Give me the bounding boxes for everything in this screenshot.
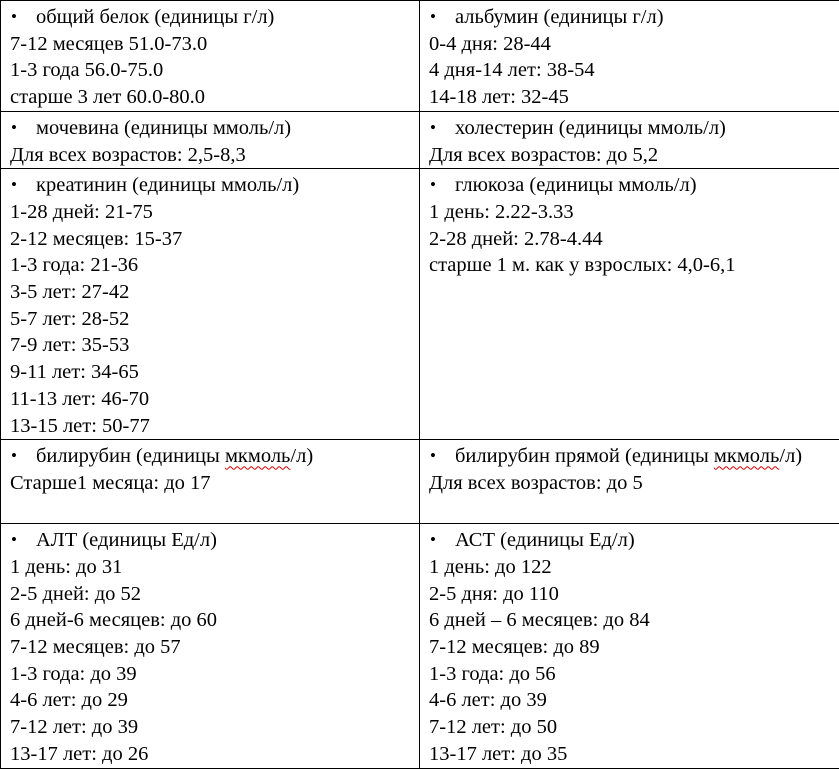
heading-text-end: /л): [779, 445, 802, 467]
value-line: 7-12 месяцев: до 57: [10, 634, 411, 661]
bullet-icon: •: [430, 443, 436, 470]
bullet-icon: •: [11, 115, 17, 142]
heading-text: креатинин (единицы ммоль/л): [36, 174, 299, 196]
value-line: Для всех возрастов: до 5,2: [429, 142, 831, 169]
value-line: 4-6 лет: до 39: [429, 687, 831, 714]
table-row: [1, 169, 839, 440]
value-line: 1-3 года: до 56: [429, 661, 831, 688]
table-row: [1, 1, 839, 112]
heading-text: АЛТ (единицы Ед/л): [36, 529, 217, 551]
value-line: 1-3 года 56.0-75.0: [10, 57, 411, 84]
heading-text: мочевина (единицы ммоль/л): [36, 117, 291, 139]
cell-heading: [10, 4, 411, 31]
heading-text-end: /л): [290, 445, 313, 467]
value-line: Старше1 месяца: до 17: [10, 470, 411, 497]
value-line: 3-5 лет: 27-42: [10, 279, 411, 306]
table-row: [1, 524, 839, 769]
value-line: 13-15 лет: 50-77: [10, 413, 411, 440]
value-line: 0-4 дня: 28-44: [429, 31, 831, 58]
cell-heading: [429, 4, 831, 31]
value-line: 2-12 месяцев: 15-37: [10, 226, 411, 253]
cell-glucose: [420, 169, 839, 440]
value-line: 1 день: до 122: [429, 554, 831, 581]
value-line: 7-9 лет: 35-53: [10, 332, 411, 359]
value-line: 4-6 лет: до 29: [10, 687, 411, 714]
value-line: 1-3 года: до 39: [10, 661, 411, 688]
value-line: 4 дня-14 лет: 38-54: [429, 57, 831, 84]
cell-heading: [10, 172, 411, 199]
cell-heading: [10, 115, 411, 142]
table-row: [1, 440, 839, 524]
cell-heading: [429, 115, 831, 142]
cell-creatinine: [1, 169, 420, 440]
value-line: старше 1 м. как у взрослых: 4,0-6,1: [429, 252, 831, 279]
value-line: Для всех возрастов: 2,5-8,3: [10, 142, 411, 169]
heading-text: АСТ (единицы Ед/л): [455, 529, 635, 551]
value-line: 1-28 дней: 21-75: [10, 199, 411, 226]
value-line: 6 дней – 6 месяцев: до 84: [429, 607, 831, 634]
cell-bilirubin: [1, 440, 420, 524]
heading-text: общий белок (единицы г/л): [36, 6, 274, 28]
bullet-icon: •: [11, 527, 17, 554]
value-line: 2-5 дней: до 52: [10, 581, 411, 608]
value-line: 2-5 дня: до 110: [429, 581, 831, 608]
unit-misspelling-flag: мкмоль: [225, 445, 290, 467]
value-line: 6 дней-6 месяцев: до 60: [10, 607, 411, 634]
value-line: 7-12 месяцев 51.0-73.0: [10, 31, 411, 58]
heading-text: билирубин (единицы: [36, 445, 225, 467]
cell-cholesterol: [420, 111, 839, 168]
value-line: 13-17 лет: до 26: [10, 741, 411, 768]
value-line: 7-12 лет: до 39: [10, 714, 411, 741]
bullet-icon: •: [430, 172, 436, 199]
cell-heading: [10, 443, 411, 470]
value-line: 2-28 дней: 2.78-4.44: [429, 226, 831, 253]
value-line: 1-3 года: 21-36: [10, 252, 411, 279]
value-line: 9-11 лет: 34-65: [10, 359, 411, 386]
bullet-icon: •: [430, 4, 436, 31]
value-line: 11-13 лет: 46-70: [10, 386, 411, 413]
unit-misspelling-flag: мкмоль: [714, 445, 779, 467]
value-line: 13-17 лет: до 35: [429, 741, 831, 768]
bullet-icon: •: [11, 4, 17, 31]
cell-total-protein: [1, 1, 420, 112]
bullet-icon: •: [430, 115, 436, 142]
cell-urea: [1, 111, 420, 168]
heading-text: глюкоза (единицы ммоль/л): [455, 174, 697, 196]
bullet-icon: •: [430, 527, 436, 554]
cell-heading: [429, 527, 831, 554]
cell-albumin: [420, 1, 839, 112]
bullet-icon: •: [11, 443, 17, 470]
bullet-icon: •: [11, 172, 17, 199]
cell-heading: [10, 527, 411, 554]
value-line: 14-18 лет: 32-45: [429, 84, 831, 111]
value-line: Для всех возрастов: до 5: [429, 470, 831, 497]
cell-bilirubin-direct: [420, 440, 839, 524]
value-line: 1 день: до 31: [10, 554, 411, 581]
heading-text: холестерин (единицы ммоль/л): [455, 117, 726, 139]
cell-heading: [429, 443, 831, 470]
cell-alt: [1, 524, 420, 769]
table-row: [1, 111, 839, 168]
cell-ast: [420, 524, 839, 769]
value-line: 5-7 лет: 28-52: [10, 306, 411, 333]
value-line: 7-12 месяцев: до 89: [429, 634, 831, 661]
cell-heading: [429, 172, 831, 199]
value-line: 1 день: 2.22-3.33: [429, 199, 831, 226]
value-line: старше 3 лет 60.0-80.0: [10, 84, 411, 111]
heading-text: билирубин прямой (единицы: [455, 445, 714, 467]
heading-text: альбумин (единицы г/л): [455, 6, 664, 28]
value-line: 7-12 лет: до 50: [429, 714, 831, 741]
